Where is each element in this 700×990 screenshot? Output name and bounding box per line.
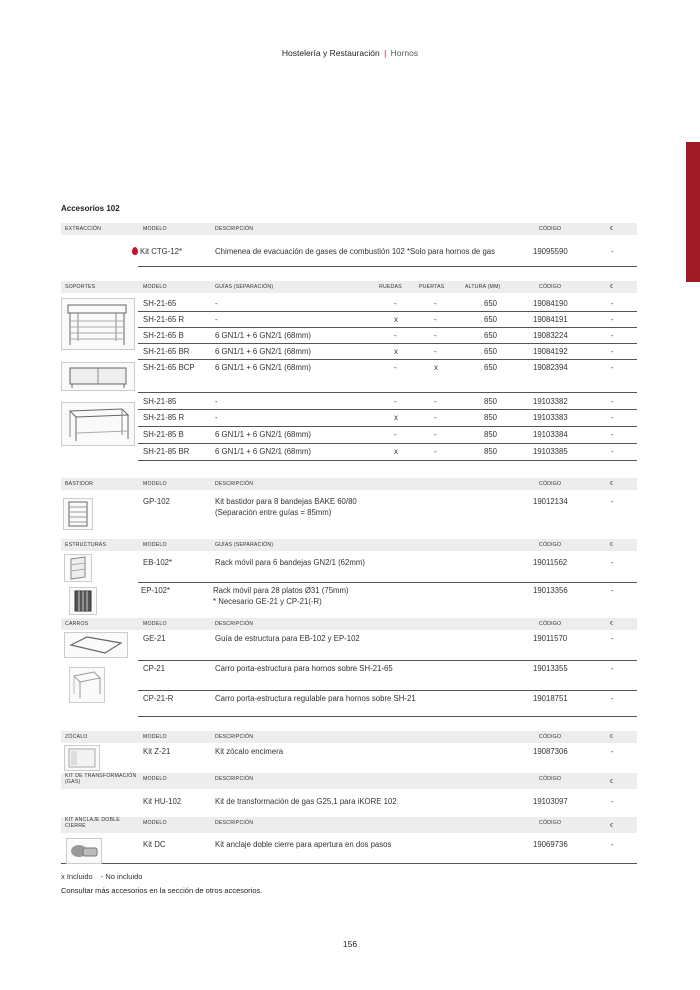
col-modelo: MODELO bbox=[143, 734, 167, 740]
col-descripcion: DESCRIPCIÓN bbox=[215, 734, 254, 740]
col-modelo: MODELO bbox=[143, 542, 167, 548]
row-code: 19084191 bbox=[533, 315, 568, 324]
row-code: 19095590 bbox=[533, 247, 568, 256]
row-height: 850 bbox=[484, 430, 498, 439]
row-doors: - bbox=[434, 430, 437, 439]
col-category: ZÓCALO bbox=[65, 734, 88, 740]
tray-frame-icon bbox=[64, 499, 92, 529]
row-guides: - bbox=[215, 299, 218, 308]
row-divider bbox=[138, 716, 637, 717]
table-row bbox=[138, 744, 637, 760]
table-row bbox=[138, 794, 637, 810]
row-description: Rack móvil para 28 platos Ø31 (75mm) bbox=[213, 586, 349, 595]
row-price: - bbox=[611, 664, 614, 673]
row-model: SH-21-85 BR bbox=[143, 447, 190, 456]
row-guides: 6 GN1/1 + 6 GN2/1 (68mm) bbox=[215, 447, 311, 456]
row-guides: 6 GN1/1 + 6 GN2/1 (68mm) bbox=[215, 331, 311, 340]
row-price: - bbox=[611, 299, 614, 308]
row-model: Kit Z-21 bbox=[143, 747, 171, 756]
row-code: 19103385 bbox=[533, 447, 568, 456]
row-code: 19103383 bbox=[533, 413, 568, 422]
row-description-note: * Necesario GE-21 y CP-21(-R) bbox=[213, 597, 322, 606]
col-codigo: CÓDIGO bbox=[539, 820, 562, 826]
section-title: Accesorios 102 bbox=[61, 204, 120, 213]
row-description: Kit de transformación de gas G25,1 para iKORE 102 bbox=[215, 797, 397, 806]
row-price: - bbox=[611, 347, 614, 356]
row-description: Kit zócalo encimera bbox=[215, 747, 284, 756]
col-precio: € bbox=[610, 226, 614, 232]
cart-icon bbox=[70, 668, 104, 702]
row-model: Kit CTG-12* bbox=[132, 247, 182, 256]
row-code: 19084190 bbox=[533, 299, 568, 308]
col-precio: € bbox=[610, 621, 614, 627]
row-height: 650 bbox=[484, 347, 498, 356]
col-guias: GUÍAS (SEPARACIÓN) bbox=[215, 284, 274, 290]
soportes-header bbox=[61, 281, 637, 293]
row-height: 650 bbox=[484, 363, 498, 372]
row-model: CP-21-R bbox=[143, 694, 174, 703]
table-row bbox=[138, 344, 637, 360]
col-precio: € bbox=[610, 734, 614, 740]
row-guides: 6 GN1/1 + 6 GN2/1 (68mm) bbox=[215, 363, 311, 372]
row-code: 19013355 bbox=[533, 664, 568, 673]
table-row bbox=[138, 691, 637, 707]
row-price: - bbox=[611, 586, 614, 595]
row-price: - bbox=[611, 694, 614, 703]
row-model: SH-21-65 BR bbox=[143, 347, 190, 356]
row-code: 19103384 bbox=[533, 430, 568, 439]
col-codigo: CÓDIGO bbox=[539, 226, 562, 232]
row-price: - bbox=[611, 634, 614, 643]
header-category: Hostelería y Restauración bbox=[281, 48, 380, 58]
row-wheels: x bbox=[394, 447, 398, 456]
estructura-ep-image bbox=[69, 587, 97, 615]
soporte-table-image bbox=[61, 402, 135, 446]
bastidor-header bbox=[61, 478, 637, 490]
cabinet-stand-icon bbox=[62, 363, 134, 390]
row-doors: - bbox=[434, 299, 437, 308]
col-category: SOPORTES bbox=[65, 284, 96, 290]
flame-icon bbox=[132, 247, 138, 255]
col-category: KIT DE TRANSFORMACIÓN (GAS) bbox=[65, 773, 137, 785]
transformacion-header bbox=[61, 773, 637, 789]
carro-guide-image bbox=[64, 632, 128, 658]
table-row bbox=[138, 394, 637, 410]
row-guides: - bbox=[215, 397, 218, 406]
header-subcategory: Hornos bbox=[390, 48, 419, 58]
carros-header bbox=[61, 618, 637, 630]
col-codigo: CÓDIGO bbox=[539, 776, 562, 782]
row-price: - bbox=[611, 747, 614, 756]
table-row bbox=[138, 494, 637, 524]
row-height: 850 bbox=[484, 413, 498, 422]
estructuras-header bbox=[61, 539, 637, 551]
row-model: SH-21-65 BCP bbox=[143, 363, 195, 372]
section-tab-marker bbox=[686, 142, 700, 282]
table-row bbox=[138, 427, 637, 443]
estructura-eb-image bbox=[64, 554, 92, 582]
row-doors: - bbox=[434, 331, 437, 340]
row-code: 19069736 bbox=[533, 840, 568, 849]
row-model: SH-21-65 bbox=[143, 299, 177, 308]
row-doors: x bbox=[434, 363, 438, 372]
row-description: Rack móvil para 6 bandejas GN2/1 (62mm) bbox=[215, 558, 365, 567]
rack-stand-icon bbox=[62, 299, 134, 349]
row-wheels: - bbox=[394, 331, 397, 340]
row-height: 650 bbox=[484, 315, 498, 324]
row-wheels: - bbox=[394, 363, 397, 372]
row-height: 850 bbox=[484, 447, 498, 456]
table-row bbox=[131, 244, 637, 260]
table-row bbox=[138, 360, 637, 376]
row-description: Carro porta-estructura para hornos sobre SH-21-65 bbox=[215, 664, 393, 673]
row-model: SH-21-85 B bbox=[143, 430, 184, 439]
row-wheels: x bbox=[394, 413, 398, 422]
row-price: - bbox=[611, 447, 614, 456]
footer-note: Consultar más accesorios en la sección de otros accesorios. bbox=[61, 886, 263, 895]
row-doors: - bbox=[434, 315, 437, 324]
row-description: Kit anclaje doble cierre para apertura en dos pasos bbox=[215, 840, 392, 849]
guide-frame-icon bbox=[65, 633, 127, 657]
row-price: - bbox=[611, 797, 614, 806]
zocalo-header bbox=[61, 731, 637, 743]
legend bbox=[61, 872, 142, 881]
col-descripcion: DESCRIPCIÓN bbox=[215, 481, 254, 487]
soporte-cabinet-image bbox=[61, 362, 135, 391]
col-modelo: MODELO bbox=[143, 226, 167, 232]
table-row bbox=[138, 296, 637, 312]
row-code: 19083224 bbox=[533, 331, 568, 340]
row-price: - bbox=[611, 413, 614, 422]
row-code: 19012134 bbox=[533, 497, 568, 506]
row-wheels: - bbox=[394, 299, 397, 308]
col-ruedas: RUEDAS bbox=[379, 284, 402, 290]
legend-not-included: - No incluido bbox=[100, 872, 143, 881]
col-category: EXTRACCIÓN bbox=[65, 226, 102, 232]
col-category: KIT ANCLAJE DOBLE CIERRE bbox=[65, 817, 120, 829]
row-model: EP-102* bbox=[141, 586, 171, 595]
row-model: Kit DC bbox=[143, 840, 166, 849]
row-wheels: x bbox=[394, 347, 398, 356]
col-codigo: CÓDIGO bbox=[539, 621, 562, 627]
row-divider bbox=[138, 460, 637, 461]
row-wheels: - bbox=[394, 430, 397, 439]
col-modelo: MODELO bbox=[143, 776, 167, 782]
col-precio: € bbox=[610, 779, 614, 785]
row-price: - bbox=[611, 397, 614, 406]
col-modelo: MODELO bbox=[143, 820, 167, 826]
row-code: 19087306 bbox=[533, 747, 568, 756]
col-codigo: CÓDIGO bbox=[539, 481, 562, 487]
col-category: CARROS bbox=[65, 621, 89, 627]
row-description: Kit bastidor para 8 bandejas BAKE 60/80 bbox=[215, 497, 357, 506]
row-price: - bbox=[611, 363, 614, 372]
page-header bbox=[0, 48, 700, 58]
table-stand-icon bbox=[62, 403, 134, 445]
col-precio: € bbox=[610, 542, 614, 548]
col-category: ESTRUCTURAS bbox=[65, 542, 107, 548]
row-code: 19013356 bbox=[533, 586, 568, 595]
table-row bbox=[138, 312, 637, 328]
row-model: CP-21 bbox=[143, 664, 166, 673]
col-puertas: PUERTAS bbox=[419, 284, 445, 290]
col-descripcion: DESCRIPCIÓN bbox=[215, 820, 254, 826]
col-codigo: CÓDIGO bbox=[539, 734, 562, 740]
row-guides: 6 GN1/1 + 6 GN2/1 (68mm) bbox=[215, 347, 311, 356]
col-descripcion: DESCRIPCIÓN bbox=[215, 776, 254, 782]
row-doors: - bbox=[434, 397, 437, 406]
extraccion-header bbox=[61, 223, 637, 235]
row-code: 19011570 bbox=[533, 634, 568, 643]
table-row bbox=[138, 837, 637, 853]
table-row bbox=[138, 410, 637, 426]
col-precio: € bbox=[610, 284, 614, 290]
row-divider bbox=[138, 266, 637, 267]
row-guides: - bbox=[215, 413, 218, 422]
row-code: 19103382 bbox=[533, 397, 568, 406]
row-height: 650 bbox=[484, 299, 498, 308]
row-model: EB-102* bbox=[143, 558, 173, 567]
col-descripcion: DESCRIPCIÓN bbox=[215, 621, 254, 627]
row-doors: - bbox=[434, 347, 437, 356]
row-description: Carro porta-estructura regulable para hornos sobre SH-21 bbox=[215, 694, 416, 703]
latch-kit-icon bbox=[67, 839, 101, 863]
col-precio: € bbox=[610, 481, 614, 487]
row-code: 19082394 bbox=[533, 363, 568, 372]
row-price: - bbox=[611, 331, 614, 340]
header-separator: | bbox=[384, 48, 387, 58]
row-description: Chimenea de evacuación de gases de combustión 102 *Solo para hornos de gas bbox=[215, 247, 496, 256]
col-guias: GUÍAS (SEPARACIÓN) bbox=[215, 542, 274, 548]
table-row bbox=[138, 631, 637, 647]
col-descripcion: DESCRIPCIÓN bbox=[215, 226, 254, 232]
row-price: - bbox=[611, 315, 614, 324]
col-category: BASTIDOR bbox=[65, 481, 94, 487]
page-number: 156 bbox=[342, 939, 358, 949]
row-height: 850 bbox=[484, 397, 498, 406]
col-modelo: MODELO bbox=[143, 284, 167, 290]
row-code: 19011562 bbox=[533, 558, 568, 567]
table-bottom-line bbox=[61, 863, 637, 864]
col-precio: € bbox=[610, 823, 614, 829]
soporte-rack-image bbox=[61, 298, 135, 350]
anclaje-image bbox=[66, 838, 102, 864]
row-guides: - bbox=[215, 315, 218, 324]
row-model: Kit HU-102 bbox=[143, 797, 182, 806]
row-model: SH-21-65 R bbox=[143, 315, 185, 324]
anclaje-header bbox=[61, 817, 637, 833]
row-code: 19018751 bbox=[533, 694, 568, 703]
row-model: SH-21-65 B bbox=[143, 331, 184, 340]
plinth-icon bbox=[65, 746, 99, 770]
row-price: - bbox=[611, 558, 614, 567]
row-wheels: - bbox=[394, 397, 397, 406]
row-model: SH-21-85 bbox=[143, 397, 177, 406]
row-price: - bbox=[611, 840, 614, 849]
row-model: GE-21 bbox=[143, 634, 166, 643]
row-code: 19084192 bbox=[533, 347, 568, 356]
row-model: SH-21-85 R bbox=[143, 413, 185, 422]
row-price: - bbox=[611, 247, 614, 256]
col-codigo: CÓDIGO bbox=[539, 284, 562, 290]
row-code: 19103097 bbox=[533, 797, 568, 806]
col-modelo: MODELO bbox=[143, 621, 167, 627]
table-row bbox=[138, 661, 637, 677]
row-price: - bbox=[611, 430, 614, 439]
mobile-rack-icon bbox=[65, 555, 91, 581]
row-description-note: (Separación entre guías = 85mm) bbox=[215, 508, 332, 517]
row-doors: - bbox=[434, 447, 437, 456]
bastidor-image bbox=[63, 498, 93, 530]
legend-included: x Incluido bbox=[61, 872, 93, 881]
plate-rack-icon bbox=[70, 588, 96, 614]
row-description: Guía de estructura para EB-102 y EP-102 bbox=[215, 634, 360, 643]
col-modelo: MODELO bbox=[143, 481, 167, 487]
row-height: 650 bbox=[484, 331, 498, 340]
table-row bbox=[136, 583, 637, 609]
row-doors: - bbox=[434, 413, 437, 422]
row-price: - bbox=[611, 497, 614, 506]
carro-cart-image bbox=[69, 667, 105, 703]
table-row bbox=[138, 328, 637, 344]
row-guides: 6 GN1/1 + 6 GN2/1 (68mm) bbox=[215, 430, 311, 439]
row-model: GP-102 bbox=[143, 497, 170, 506]
col-altura: ALTURA (MM) bbox=[465, 284, 501, 290]
col-codigo: CÓDIGO bbox=[539, 542, 562, 548]
row-wheels: x bbox=[394, 315, 398, 324]
zocalo-image bbox=[64, 745, 100, 771]
table-row bbox=[138, 555, 637, 571]
row-divider bbox=[138, 392, 637, 393]
table-row bbox=[138, 444, 637, 460]
